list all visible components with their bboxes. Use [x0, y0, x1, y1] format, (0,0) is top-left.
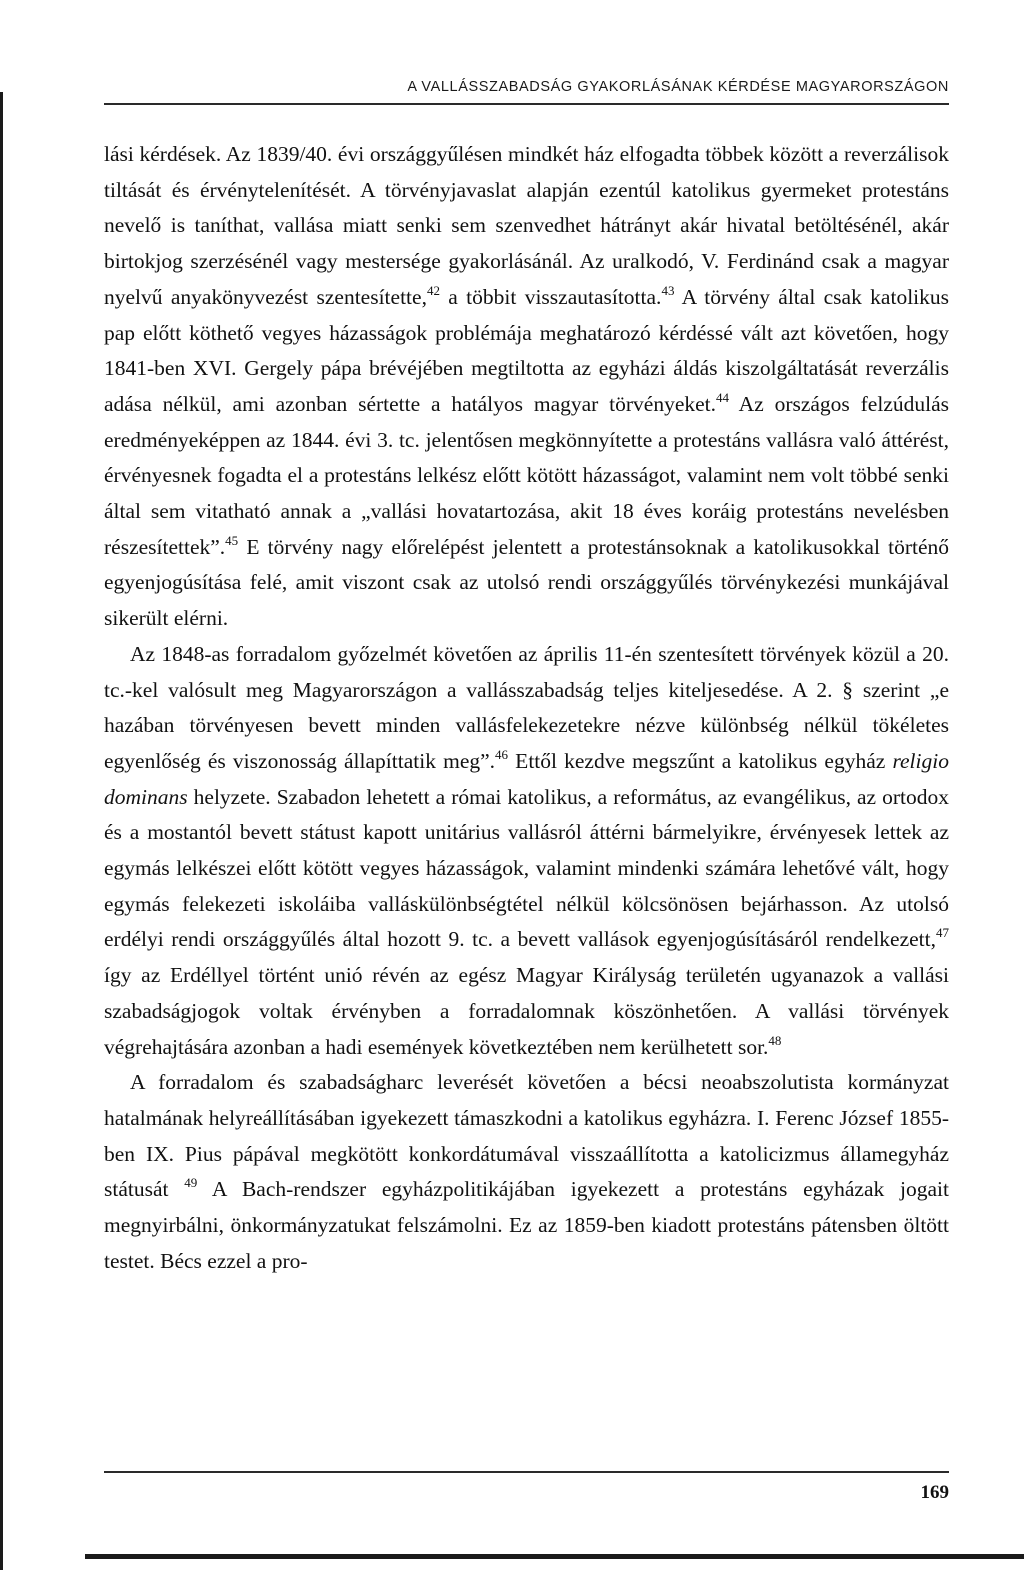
text-segment: Ettől kezdve megszűnt a katolikus egyház — [508, 748, 893, 773]
text-segment: lási kérdések. Az 1839/40. évi országgyűlésen mindkét ház elfogadta többek között a reverzálisok tiltását és érvénytelenítését. A törvényjavaslat alapján ezentúl katolikus gyermeket protestáns nevelő is taníthat, vallása miatt senki sem szenvedhet hátrányt akár hivatal betöltésénél, akár birtokjog szerzésénél vagy mestersége gyakorlásánál. Az uralkodó, V. Ferdinánd csak a magyar nyelvű anyakönyvezést szentesítette, — [104, 142, 949, 309]
text-segment: így az Erdéllyel történt unió révén az egész Magyar Királyság területén ugyanazok a vallási szabadságjogok voltak érvényben a forradalomnak köszönhetően. A vallási törvények végrehajtására azonban a hadi események következtében nem kerülhetett sor. — [104, 963, 949, 1059]
footnote-marker: 47 — [936, 925, 949, 941]
paragraph-3 — [104, 1065, 949, 1279]
text-segment: a többit visszautasította. — [439, 284, 662, 309]
body-text — [104, 137, 949, 1280]
footnote-marker: 49 — [184, 1175, 198, 1191]
header-rule — [104, 103, 949, 105]
footnote-marker: 48 — [768, 1032, 782, 1048]
text-segment: A törvény által csak katolikus pap előtt köthető vegyes házasságok problémája meghatározó kérdéssé vált azt követően, hogy 1841-ben XVI. Gergely pápa brévéjében megtiltotta az egyházi áldás kiszolgáltatását reverzális adása nélkül, ami azonban sértette a hatályos magyar törvényeket. — [104, 284, 950, 416]
paragraph-2 — [104, 637, 949, 1065]
scan-left-edge — [0, 92, 3, 1570]
text-segment: helyzete. Szabadon lehetett a római katolikus, a református, az evangélikus, az ortodox és a mostantól bevett státust kapott unitárius vallásról áttérni bármelyikre, érvényesek lettek az egymás lelkészei előtt kötött vegyes házasságok, valamint mindenki számára lehetővé vált, hogy egymás felekezeti iskoláiba valláskülönbségtétel nélkül kölcsönösen bejárhasson. Az utolsó erdélyi rendi országgyűlés által hozott 9. tc. a bevett vallások egyenjogúsításáról rendelkezett, — [104, 784, 949, 952]
text-segment: A Bach-rendszer egyházpolitikájában igyekezett a protestáns egyházak jogait megnyirbálni, önkormányzatukat felszámolni. Ez az 1859-ben kiadott protestáns pátensben öltött testet. Bécs ezzel a pro- — [104, 1177, 949, 1273]
text-segment: A forradalom és szabadságharc leverését követően a bécsi neoabszolutista kormányzat hatalmának helyreállításában igyekezett támaszkodni a katolikus egyházra. I. Ferenc József 1855-ben IX. Pius pápával megkötött konkordátumával visszaállította a katolicizmus államegyház státusát — [104, 1070, 949, 1202]
text-segment: Az 1848-as forradalom győzelmét követően az április 11-én szentesített törvények közül a 20. tc.-kel valósult meg Magyarországon a vallásszabadság teljes kiteljesedése. A 2. § szerint „e hazában törvényesen bevett minden vallásfelekezetekre nézve különbség nélkül tökéletes egyenlőség és viszonosság állapíttatik meg”. — [104, 641, 949, 773]
footnote-marker: 46 — [495, 746, 509, 762]
footnote-marker: 44 — [716, 389, 730, 405]
footer-rule — [104, 1471, 949, 1473]
footnote-marker: 42 — [426, 282, 440, 298]
text-segment: Az országos felzúdulás eredményeképpen az 1844. évi 3. tc. jelentősen megkönnyítette a protestáns vallásra való áttérést, érvényesnek fogadta el a protestáns lelkész előtt kötött házasságot, valamint nem volt többé senki által sem vitatható annak a „vallási hovatartozása, akit 18 éves koráig protestáns nevelésben részesítettek”. — [104, 391, 949, 559]
page-number: 169 — [920, 1482, 949, 1503]
text-segment: E törvény nagy előrelépést jelentett a protestánsoknak a katolikusokkal történő egyenjogúsítása felé, amit viszont csak az utolsó rendi országgyűlés törvénykezési munkájával sikerült elérni. — [104, 534, 949, 631]
footnote-marker: 45 — [225, 532, 239, 548]
paragraph-1 — [104, 137, 949, 637]
running-header: A VALLÁSSZABADSÁG GYAKORLÁSÁNAK KÉRDÉSE MAGYARORSZÁGON — [407, 79, 949, 95]
scan-bottom-edge — [85, 1554, 1024, 1559]
footnote-marker: 43 — [661, 282, 675, 298]
italic-term: religio dominans — [104, 748, 949, 809]
